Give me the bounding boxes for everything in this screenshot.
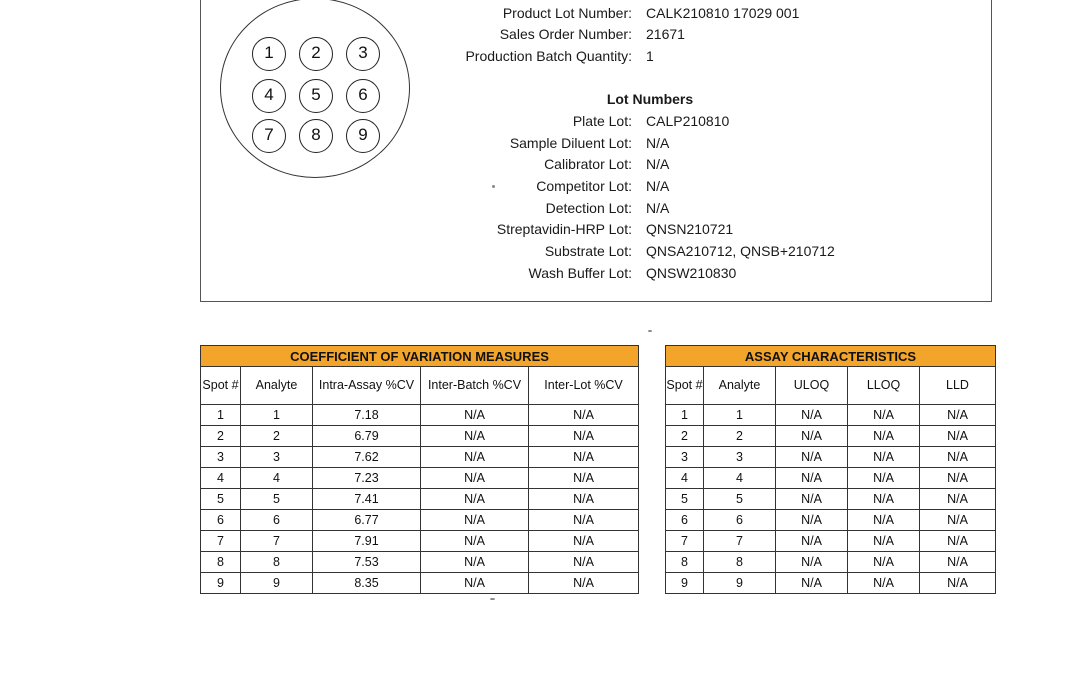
table-cell: 3 <box>241 447 313 468</box>
table-cell: N/A <box>529 489 639 510</box>
table-cell: 4 <box>666 468 704 489</box>
table-cell: 2 <box>201 426 241 447</box>
table-cell: N/A <box>776 447 848 468</box>
table-row <box>666 531 996 552</box>
table-cell: N/A <box>920 405 996 426</box>
spot-2: 2 <box>299 37 333 71</box>
scan-speck <box>492 185 495 188</box>
table-cell: 4 <box>241 468 313 489</box>
table-cell: 1 <box>241 405 313 426</box>
table-cell: 8 <box>241 552 313 573</box>
field-value: 21671 <box>646 26 685 42</box>
assay-table <box>665 345 996 594</box>
table-cell: N/A <box>848 468 920 489</box>
table-row <box>666 510 996 531</box>
table-cell: N/A <box>848 447 920 468</box>
table-cell: 6 <box>201 510 241 531</box>
product-lot-row <box>400 3 1000 23</box>
table-cell: 2 <box>704 426 776 447</box>
table-row <box>201 531 639 552</box>
table-row <box>201 573 639 594</box>
table-cell: N/A <box>848 405 920 426</box>
table-cell: N/A <box>529 510 639 531</box>
table-cell: 5 <box>704 489 776 510</box>
table-cell: N/A <box>421 468 529 489</box>
column-header: LLD <box>920 367 996 405</box>
table-cell: 2 <box>666 426 704 447</box>
field-label: Production Batch Quantity: <box>465 48 632 64</box>
table-cell: N/A <box>421 573 529 594</box>
column-header: Intra-Assay %CV <box>313 367 421 405</box>
spot-5: 5 <box>299 79 333 113</box>
table-cell: N/A <box>920 573 996 594</box>
field-label: Streptavidin-HRP Lot: <box>496 221 632 237</box>
table-cell: N/A <box>920 552 996 573</box>
table-cell: 7.53 <box>313 552 421 573</box>
table-cell: 9 <box>241 573 313 594</box>
table-cell: 6 <box>241 510 313 531</box>
table-cell: N/A <box>776 405 848 426</box>
table-cell: N/A <box>848 510 920 531</box>
field-value: N/A <box>646 178 670 194</box>
table-cell: 7 <box>201 531 241 552</box>
table-row <box>201 552 639 573</box>
table-cell: N/A <box>421 552 529 573</box>
field-value: QNSA210712, QNSB+210712 <box>646 243 835 259</box>
table-cell: 8 <box>666 552 704 573</box>
table-cell: N/A <box>421 405 529 426</box>
table-cell: 6.79 <box>313 426 421 447</box>
table-cell: N/A <box>529 552 639 573</box>
table-cell: N/A <box>529 447 639 468</box>
table-cell: 3 <box>666 447 704 468</box>
field-label: Competitor Lot: <box>536 178 632 194</box>
table-row <box>666 552 996 573</box>
field-value: CALK210810 17029 001 <box>646 5 800 21</box>
table-cell: N/A <box>421 531 529 552</box>
table-cell: 7.41 <box>313 489 421 510</box>
scan-speck <box>648 330 652 332</box>
table-cell: 7 <box>241 531 313 552</box>
table-cell: 5 <box>201 489 241 510</box>
spot-4: 4 <box>252 79 286 113</box>
column-header: Inter-Lot %CV <box>529 367 639 405</box>
table-cell: N/A <box>920 510 996 531</box>
lot-row <box>400 176 1000 196</box>
table-cell: N/A <box>920 426 996 447</box>
spot-7: 7 <box>252 119 286 153</box>
table-cell: N/A <box>421 489 529 510</box>
field-value: CALP210810 <box>646 113 730 129</box>
table-cell: N/A <box>848 531 920 552</box>
field-label: Plate Lot: <box>572 113 632 129</box>
spot-9: 9 <box>346 119 380 153</box>
table-cell: 7.18 <box>313 405 421 426</box>
table-cell: N/A <box>848 426 920 447</box>
table-row <box>201 426 639 447</box>
lot-row <box>400 198 1000 218</box>
field-value: 1 <box>646 48 654 64</box>
table-row <box>666 489 996 510</box>
cv-table-title: COEFFICIENT OF VARIATION MEASURES <box>201 346 639 367</box>
lot-row <box>400 133 1000 153</box>
field-label: Sales Order Number: <box>499 26 632 42</box>
lot-row <box>400 241 1000 261</box>
column-header: Analyte <box>241 367 313 405</box>
table-cell: N/A <box>776 573 848 594</box>
table-cell: 5 <box>241 489 313 510</box>
spot-6: 6 <box>346 79 380 113</box>
field-label: Substrate Lot: <box>544 243 632 259</box>
sales-order-row <box>400 24 1000 44</box>
table-cell: 7 <box>704 531 776 552</box>
table-cell: N/A <box>529 531 639 552</box>
field-label: Product Lot Number: <box>502 5 632 21</box>
table-cell: N/A <box>920 447 996 468</box>
table-cell: 7.62 <box>313 447 421 468</box>
table-cell: 7.91 <box>313 531 421 552</box>
table-cell: N/A <box>848 489 920 510</box>
table-cell: 3 <box>201 447 241 468</box>
table-cell: 5 <box>666 489 704 510</box>
table-cell: N/A <box>421 510 529 531</box>
field-label: Wash Buffer Lot: <box>528 265 632 281</box>
table-cell: N/A <box>920 531 996 552</box>
table-cell: N/A <box>421 426 529 447</box>
spot-1: 1 <box>252 37 286 71</box>
field-label: Calibrator Lot: <box>544 156 632 172</box>
table-row <box>666 573 996 594</box>
table-cell: N/A <box>920 468 996 489</box>
lot-row <box>400 219 1000 239</box>
column-header: LLOQ <box>848 367 920 405</box>
lot-row <box>400 111 1000 131</box>
assay-table-title: ASSAY CHARACTERISTICS <box>666 346 996 367</box>
lot-row <box>400 263 1000 283</box>
table-cell: N/A <box>529 405 639 426</box>
table-cell: N/A <box>848 552 920 573</box>
field-value: N/A <box>646 156 670 172</box>
table-row <box>201 510 639 531</box>
table-cell: 1 <box>704 405 776 426</box>
field-value: QNSN210721 <box>646 221 734 237</box>
column-header: Analyte <box>704 367 776 405</box>
field-value: N/A <box>646 135 670 151</box>
table-cell: 1 <box>666 405 704 426</box>
table-cell: 8.35 <box>313 573 421 594</box>
spot-8: 8 <box>299 119 333 153</box>
table-cell: 9 <box>666 573 704 594</box>
table-cell: N/A <box>776 552 848 573</box>
table-cell: N/A <box>776 510 848 531</box>
field-label: Sample Diluent Lot: <box>509 135 632 151</box>
table-cell: N/A <box>776 531 848 552</box>
table-row <box>666 426 996 447</box>
table-cell: 8 <box>704 552 776 573</box>
table-row <box>201 447 639 468</box>
table-cell: N/A <box>421 447 529 468</box>
table-cell: 3 <box>704 447 776 468</box>
table-cell: 6.77 <box>313 510 421 531</box>
table-row <box>666 447 996 468</box>
column-header: Spot # <box>201 367 241 405</box>
table-row <box>666 405 996 426</box>
table-row <box>666 468 996 489</box>
column-header: ULOQ <box>776 367 848 405</box>
table-row <box>201 468 639 489</box>
field-value: N/A <box>646 200 670 216</box>
table-cell: N/A <box>848 573 920 594</box>
spot-3: 3 <box>346 37 380 71</box>
cv-table <box>200 345 639 594</box>
table-cell: 6 <box>704 510 776 531</box>
lot-numbers-heading: Lot Numbers <box>606 91 694 107</box>
lot-row <box>400 154 1000 174</box>
table-cell: N/A <box>776 489 848 510</box>
scan-speck <box>490 598 495 600</box>
table-cell: N/A <box>529 573 639 594</box>
batch-quantity-row <box>400 46 1000 66</box>
table-cell: N/A <box>776 468 848 489</box>
table-cell: 4 <box>201 468 241 489</box>
table-cell: N/A <box>776 426 848 447</box>
table-cell: 6 <box>666 510 704 531</box>
table-row <box>201 489 639 510</box>
table-cell: 7 <box>666 531 704 552</box>
table-cell: 1 <box>201 405 241 426</box>
column-header: Inter-Batch %CV <box>421 367 529 405</box>
column-header: Spot # <box>666 367 704 405</box>
table-cell: 2 <box>241 426 313 447</box>
field-value: QNSW210830 <box>646 265 737 281</box>
table-cell: N/A <box>529 426 639 447</box>
table-cell: 4 <box>704 468 776 489</box>
table-row <box>201 405 639 426</box>
table-cell: 8 <box>201 552 241 573</box>
field-label: Detection Lot: <box>545 200 632 216</box>
table-cell: N/A <box>920 489 996 510</box>
table-cell: N/A <box>529 468 639 489</box>
table-cell: 9 <box>704 573 776 594</box>
table-cell: 9 <box>201 573 241 594</box>
table-cell: 7.23 <box>313 468 421 489</box>
plate-diagram <box>220 0 410 178</box>
